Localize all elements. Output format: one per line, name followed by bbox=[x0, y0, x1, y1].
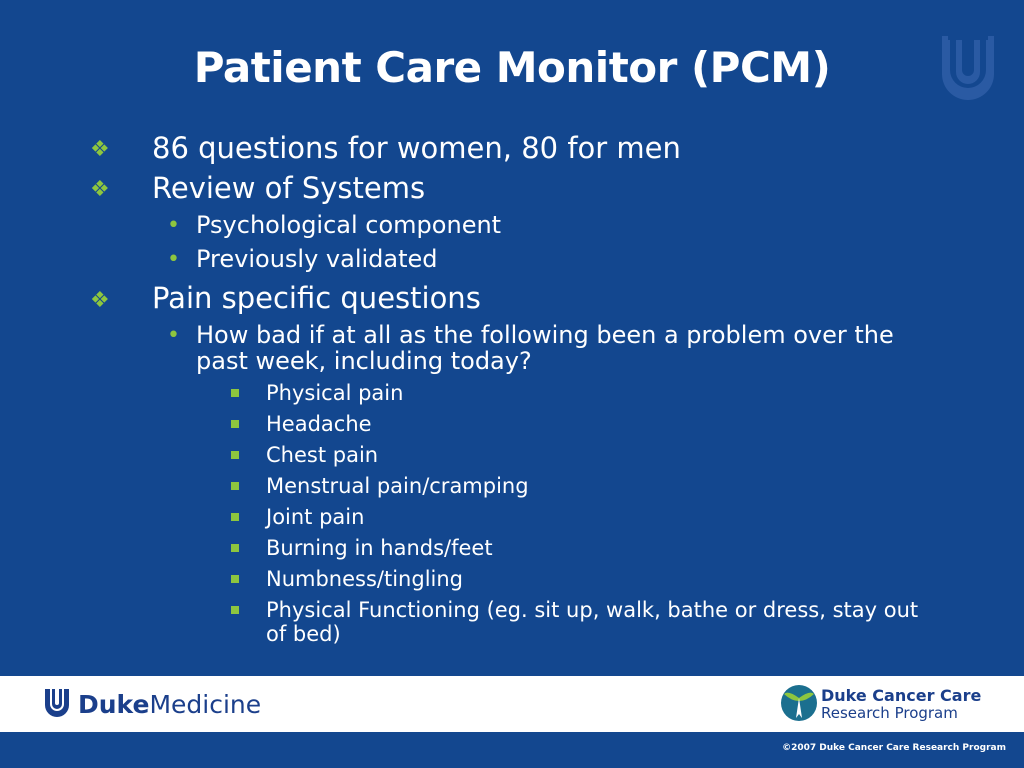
duke-shield-watermark-icon bbox=[938, 36, 998, 108]
duke-wordmark-rest: Medicine bbox=[149, 690, 262, 719]
copyright-notice: ©2007 Duke Cancer Care Research Program bbox=[782, 743, 1006, 753]
duke-cancer-care-title: Duke Cancer Care bbox=[821, 686, 982, 705]
list-item-physical-functioning-line1: Physical Functioning (eg. sit up, walk, bathe or dress, stay out bbox=[266, 598, 919, 622]
duke-medicine-logo-text bbox=[78, 690, 261, 720]
square-bullet-icon bbox=[231, 482, 239, 490]
diamond-bullet-icon: ❖ bbox=[90, 137, 110, 162]
list-item-burning-hands-feet: Burning in hands/feet bbox=[266, 536, 493, 560]
bullet-previously-validated: Previously validated bbox=[196, 245, 438, 273]
duke-logo-icon bbox=[44, 688, 70, 718]
list-item-menstrual-pain: Menstrual pain/cramping bbox=[266, 474, 529, 498]
list-item-joint-pain: Joint pain bbox=[266, 505, 365, 529]
list-item-chest-pain: Chest pain bbox=[266, 443, 379, 467]
duke-wordmark-bold: Duke bbox=[78, 690, 150, 719]
duke-cancer-care-subtitle: Research Program bbox=[821, 704, 958, 722]
list-item-physical-pain: Physical pain bbox=[266, 381, 404, 405]
square-bullet-icon bbox=[231, 575, 239, 583]
duke-cancer-care-ribbon-icon bbox=[780, 684, 818, 722]
bullet-pain-specific-questions: Pain specific questions bbox=[152, 281, 481, 315]
dot-bullet-icon: • bbox=[167, 247, 180, 272]
diamond-bullet-icon: ❖ bbox=[90, 288, 110, 313]
square-bullet-icon bbox=[231, 544, 239, 552]
dot-bullet-icon: • bbox=[167, 323, 180, 348]
list-item-headache: Headache bbox=[266, 412, 372, 436]
list-item-physical-functioning-line2: of bed) bbox=[266, 622, 341, 646]
square-bullet-icon bbox=[231, 513, 239, 521]
list-item-numbness-tingling: Numbness/tingling bbox=[266, 567, 464, 591]
square-bullet-icon bbox=[231, 420, 239, 428]
slide-title: Patient Care Monitor (PCM) bbox=[193, 43, 831, 92]
square-bullet-icon bbox=[231, 451, 239, 459]
diamond-bullet-icon: ❖ bbox=[90, 177, 110, 202]
bullet-psychological-component: Psychological component bbox=[196, 211, 502, 239]
dot-bullet-icon: • bbox=[167, 213, 180, 238]
square-bullet-icon bbox=[231, 389, 239, 397]
square-bullet-icon bbox=[231, 606, 239, 614]
bullet-question-line1: How bad if at all as the following been a problem over the bbox=[196, 321, 894, 349]
bullet-question-line2: past week, including today? bbox=[196, 347, 532, 375]
bullet-questions-count: 86 questions for women, 80 for men bbox=[152, 131, 681, 165]
bullet-review-of-systems: Review of Systems bbox=[152, 171, 426, 205]
